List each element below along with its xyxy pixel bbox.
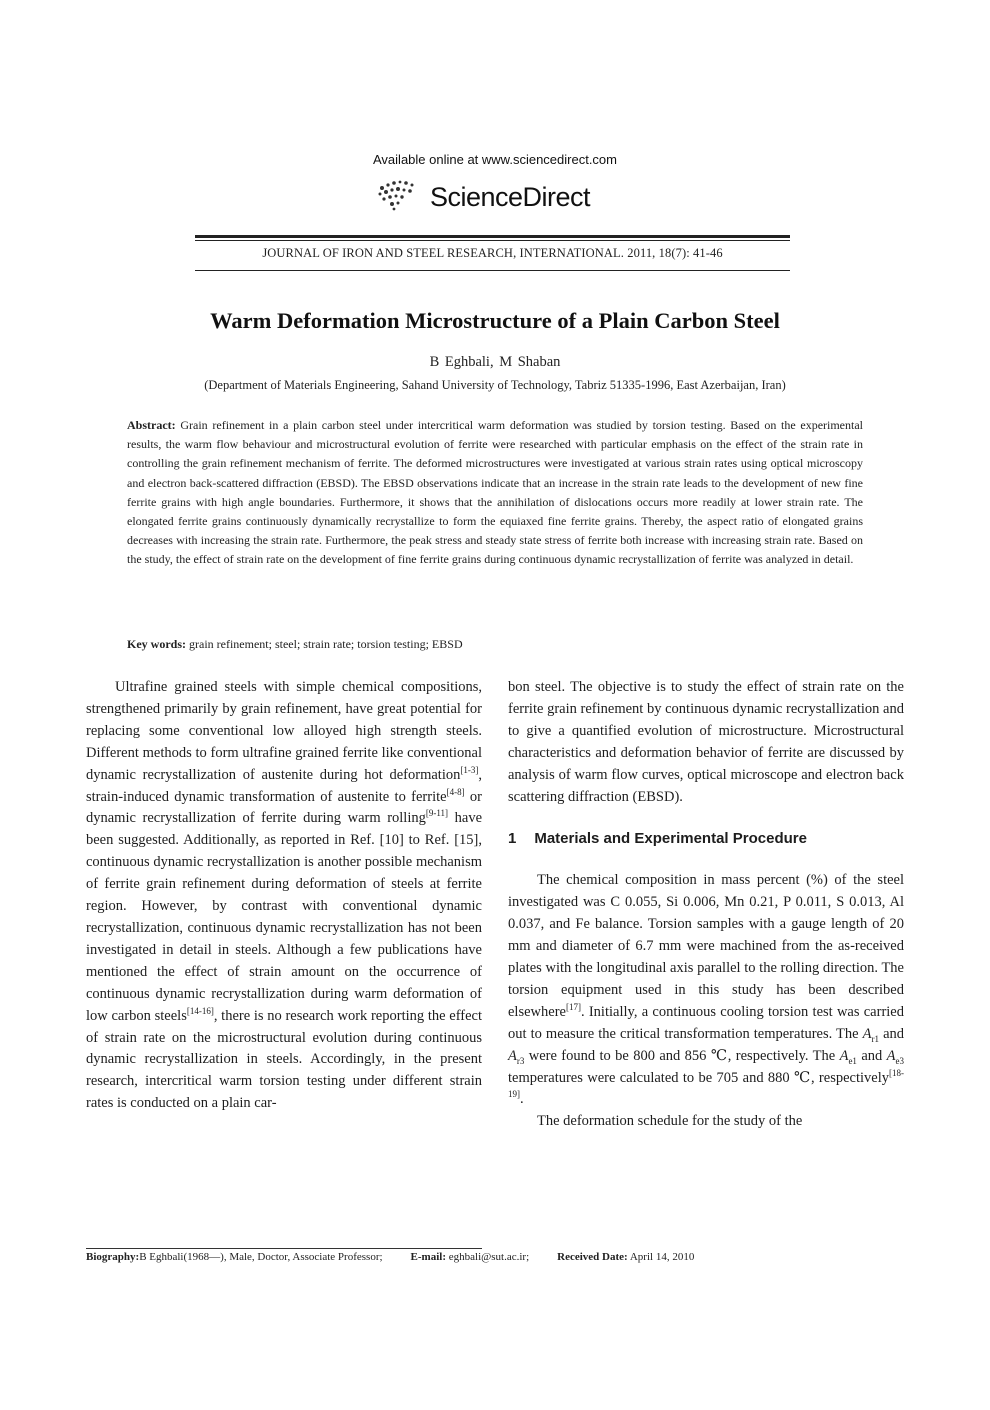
header <box>0 152 990 167</box>
top-rule-thin <box>195 240 790 241</box>
abstract <box>127 416 863 570</box>
email-text[interactable]: eghbali@sut.ac.ir; <box>448 1251 530 1263</box>
top-rule-thick <box>195 235 790 238</box>
keywords-label: Key words: <box>127 637 186 651</box>
schedule-paragraph: The deformation schedule for the study of the <box>537 1113 803 1130</box>
bio-text: B Eghbali(1968—), Male, Doctor, Associate Professor; <box>139 1251 383 1263</box>
journal-bottom-rule <box>195 270 790 271</box>
authors: B Eghbali, M Shaban <box>429 354 561 370</box>
text-run: . Initially, a continuous cooling torsion test was carried out to measure the critical transformation temperatures. The <box>508 1003 904 1042</box>
section-number: 1 <box>508 830 517 848</box>
section-heading <box>508 828 904 850</box>
abstract-label: Abstract: <box>127 418 176 432</box>
citation: [18-19] <box>508 1067 904 1100</box>
affiliation: (Department of Materials Engineering, Sahand University of Technology, Tabriz 51335-1996, East Azerbaijan, Iran) <box>204 378 786 392</box>
symbol-subscript: r1 <box>871 1033 880 1044</box>
text-run: , strain-induced dynamic transformation of austenite to ferrite <box>86 766 482 805</box>
received-text: April 14, 2010 <box>629 1251 695 1263</box>
footnote <box>86 1251 906 1263</box>
brand-name: ScienceDirect <box>430 182 591 212</box>
intro-paragraph <box>86 677 482 1115</box>
text-run: and <box>879 1025 905 1042</box>
footnote-rule <box>86 1248 482 1249</box>
citation: [1-3] <box>460 764 479 775</box>
journal-citation: JOURNAL OF IRON AND STEEL RESEARCH, INTERNATIONAL. 2011, 18(7): 41-46 <box>262 246 723 260</box>
text-run: temperatures were calculated to be 705 and 880 ℃, respectively <box>508 1069 889 1086</box>
text-run: and <box>856 1047 887 1064</box>
citation: [9-11] <box>425 808 449 819</box>
available-online-text: Available online at www.sciencedirect.com <box>373 152 617 167</box>
body-right-column <box>508 677 904 1133</box>
text-run: have been suggested. Additionally, as reported in Ref. [10] to Ref. [15], continuous dynamic recrystallization is another possible mechanism of ferrite grain refinement during deformation of steels at ferrite region. However, by contrast with conventional dynamic recrystallization, continuous dynamic recrystallization has not been investigated in detail in steels. Although a few publications have mentioned the effect of strain amount on the occurrence of continuous dynamic recrystallization during warm deformation of low carbon steels <box>86 810 483 1024</box>
text-run: or dynamic recrystallization of ferrite during warm rolling <box>86 788 482 827</box>
text-run: Ultrafine grained steels with simple chemical compositions, strengthened primarily by grain refinement, have great potential for replacing some conventional low alloyed high strength steels. Different methods to form ultrafine grained ferrite like conventional dynamic recrystallization of austenite during hot deformation <box>86 679 482 783</box>
section-title: Materials and Experimental Procedure <box>534 830 807 848</box>
body-left-column <box>86 677 482 1115</box>
symbol: A <box>839 1047 849 1064</box>
symbol: A <box>886 1047 896 1064</box>
text-run: , there is no research work reporting the effect of strain rate on the microstructural evolution during continuous dynamic recrystallization in steels. Accordingly, in the present research, intercritical warm torsion testing under different strain rates is conducted on a plain car- <box>86 1007 482 1112</box>
citation: [4-8] <box>446 786 465 797</box>
symbol: A <box>862 1025 872 1042</box>
text-run: The chemical composition in mass percent (%) of the steel investigated was C 0.055, Si 0.006, Mn 0.21, P 0.011, S 0.013, Al 0.037, and Fe balance. Torsion samples with a gauge length of 20 mm and diameter of 6.7 mm were machined from the as-received plates with the longitudinal axis parallel to the rolling direction. The torsion equipment used in this study has been described elsewhere <box>508 872 904 1020</box>
symbol: A <box>508 1047 517 1064</box>
bio-label: Biography: <box>86 1251 140 1263</box>
abstract-text: Grain refinement in a plain carbon steel under intercritical warm deformation was studied by torsion testing. Based on the experimental results, the warm flow behaviour and microstructural evolution of ferrite were researched with particular emphasis on the effect of the strain rate in controlling the grain refinement mechanism of ferrite. The deformed microstructures were investigated at various strain rates using optical microscopy and electron back-scattered diffraction (EBSD). The EBSD observations indicate that an increase in the strain rate leads to the development of new fine ferrite grains with high angle boundaries. Furthermore, it shows that the annihilation of dislocations occurs more readily at lower strain rate. The elongated ferrite grains continuously dynamically recrystallize to form the equiaxed fine ferrite grains. Thereby, the aspect ratio of elongated grains decreases with increasing the strain rate. Furthermore, the peak stress and steady state stress of ferrite both increase with increasing strain rate. Based on the study, the effect of strain rate on the development of fine ferrite grains during continuous dynamic recrystallization of ferrite was analyzed in detail. <box>127 418 864 567</box>
received-label: Received Date: <box>557 1251 628 1263</box>
paper-title: Warm Deformation Microstructure of a Plain Carbon Steel <box>210 308 780 333</box>
sciencedirect-logo <box>372 176 612 216</box>
sciencedirect-dots-icon <box>372 176 428 216</box>
symbol-subscript: e1 <box>848 1055 857 1066</box>
text-run: were found to be 800 and 856 ℃, respectively. The <box>524 1047 840 1064</box>
citation: [17] <box>565 1001 581 1012</box>
citation: [14-16] <box>186 1005 214 1016</box>
keywords-text: grain refinement; steel; strain rate; torsion testing; EBSD <box>189 637 463 651</box>
text-run: . <box>520 1091 524 1108</box>
email-label: E-mail: <box>410 1251 446 1263</box>
materials-paragraph <box>508 870 904 1111</box>
intro-continuation: bon steel. The objective is to study the effect of strain rate on the ferrite grain refinement by continuous dynamic recrystallization and to give a quantified evolution of microstructure. Microstructural characteristics and deformation behavior of ferrite are discussed by analysis of warm flow curves, optical microscope and electron back scattering diffraction (EBSD). <box>508 679 904 805</box>
symbol-subscript: r3 <box>516 1055 525 1066</box>
symbol-subscript: e3 <box>895 1055 904 1066</box>
keywords <box>127 637 863 652</box>
